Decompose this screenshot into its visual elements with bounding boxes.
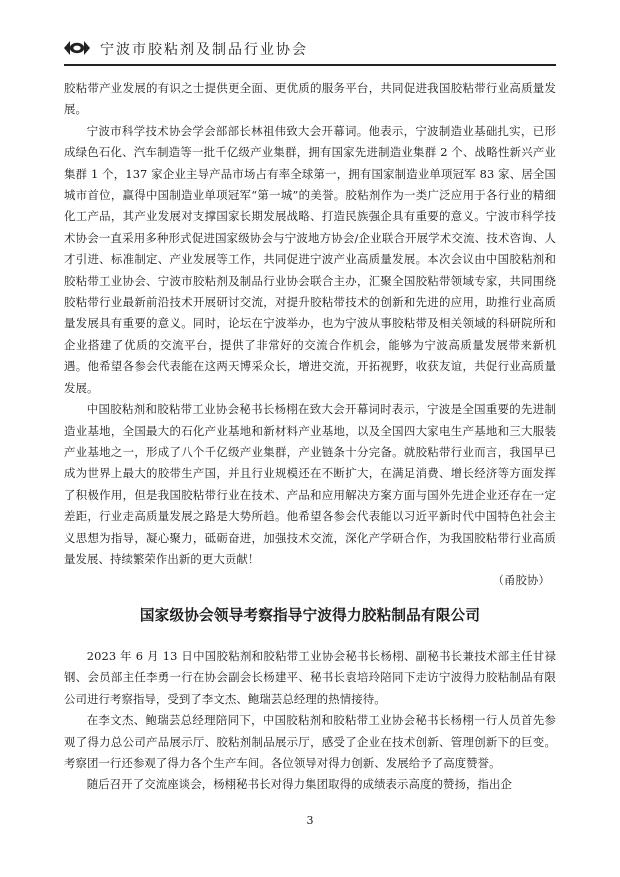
paragraph: 在李文杰、鲍瑞芸总经理陪同下，中国胶粘剂和胶粘带工业协会秘书长杨栩一行人员首先参观了得力总公司产品展示厅、胶粘剂制品展示厅，感受了企业在技术创新、管理创新下的巨变。考察团一行还参观了得力各个生产车间。各位领导对得力创新、发展给予了高度赞誉。 (64, 713, 556, 771)
paragraph: 2023 年 6 月 13 日中国胶粘剂和胶粘带工业协会秘书长杨栩、副秘书长兼技术部主任甘禄钢、会员部主任李勇一行在协会副会长杨建平、秘书长袁培玲陪同下走访宁波得力胶粘制品有限公司进行考察指导，受到了李文杰、鲍瑞芸总经理的热情接待。 (64, 649, 556, 706)
page-number: 3 (306, 814, 314, 827)
article-title: 国家级协会领导考察指导宁波得力胶粘制品有限公司 (139, 607, 481, 624)
association-logo-icon (64, 40, 90, 56)
header-divider (64, 64, 556, 66)
article-body-2 (64, 646, 556, 796)
paragraph: 胶粘带产业发展的有识之士提供更全面、更优质的服务平台，共同促进我国胶粘带行业高质量发展。 (64, 81, 556, 117)
paragraph: 宁波市科学技术协会学会部部长林祖伟致大会开幕词。他表示，宁波制造业基础扎实，已形成绿色石化、汽车制造等一批千亿级产业集群，拥有国家先进制造业集群 2 个、战略性新兴产业集群 1 个，137 家企业主导产品市场占有率全球第一，拥有国家制造业单项冠军 83 家、居全国城市首位，赢得中国制造业单项冠军“第一城”的美誉。胶粘剂作为一类广泛应用于各行业的精细化工产品，其产业发展对支撑国家长期发展战略、打造民族强企具有重要的意义。宁波市科学技术协会一直采用多种形式促进国家级协会与宁波地方协会/企业联合开展学术交流、技术咨询、人才引进、标准制定、产业发展等工作，共同促进宁波产业高质量发展。本次会议由中国胶粘剂和胶粘带工业协会、宁波市胶粘剂及制品行业协会联合主办，汇聚全国胶粘带领域专家，共同围绕胶粘带行业最新前沿技术开展研讨交流，对提升胶粘带技术的创新和先进的应用，助推行业高质量发展具有重要的意义。同时，论坛在宁波举办，也为宁波从事胶粘带及相关领域的科研院所和企业搭建了优质的交流平台，提供了非常好的交流合作机会，能够为宁波高质量发展带来新机遇。他希望各参会代表能在这两天博采众长，增进交流，开拓视野，收获友谊，共促行业高质量发展。 (64, 123, 556, 395)
paragraph: 中国胶粘剂和胶粘带工业协会秘书长杨栩在致大会开幕词时表示，宁波是全国重要的先进制造业基地，全国最大的石化产业基地和新材料产业基地，以及全国四大家电生产基地和三大服装产业基地之一，形成了八个千亿级产业集群，产业链条十分完备。就胶粘带行业而言，我国早已成为世界上最大的胶带生产国，并且行业规模还在不断扩大，在满足消费、增长经济等方面发挥了积极作用，但是我国胶粘带行业在技术、产品和应用解决方案方面与国外先进企业还存在一定差距，行业走高质量发展之路是大势所趋。他希望各参会代表能以习近平新时代中国特色社会主义思想为指导，凝心聚力，砥砺奋进，加强技术交流，深化产学研合作，为我国胶粘带行业高质量发展、持续繁荣作出新的更大贡献！ (64, 402, 556, 566)
page-header (64, 38, 556, 60)
article-body-1 (64, 78, 556, 592)
paragraph: 随后召开了交流座谈会，杨栩秘书长对得力集团取得的成绩表示高度的赞扬，指出企 (86, 777, 512, 792)
header-title: 宁波市胶粘剂及制品行业协会 (100, 42, 308, 58)
article-source: （甬胶协） (492, 573, 550, 588)
